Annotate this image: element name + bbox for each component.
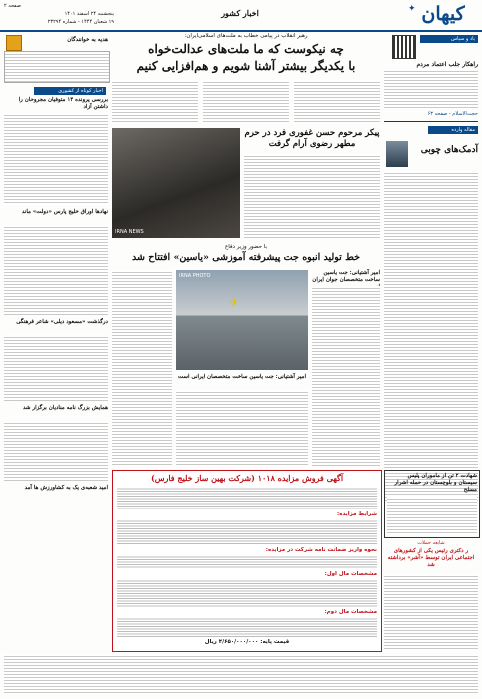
left-tag: اخبار کوتاه از کشوری (34, 87, 106, 95)
lead-body (112, 80, 380, 124)
story-4-body (176, 390, 308, 466)
ad-section-1: شرایط مزایده: (337, 511, 377, 517)
right-item-text (384, 69, 478, 109)
story-3-kicker: با حضور وزیر دفاع (224, 244, 268, 250)
jet-photo-credit: IRNA PHOTO (179, 273, 211, 279)
lead-headline-1: چه نیکوست که ما ملت‌های عدالت‌خواه (148, 42, 344, 56)
left-headline-2: نهادها اوراق خلیج پارس «دولت» ماند (21, 209, 108, 215)
bottom-right-text (384, 574, 478, 650)
gift-label: هدیه به خوانندگان (67, 37, 108, 43)
notice-text (387, 497, 477, 535)
article-title: آدمک‌های چوبی (420, 145, 478, 155)
story-3-headline: خط تولید انبوه جت پیشرفته آموزشی «یاسین» افتتاح شد (131, 252, 361, 263)
right-item-source: حجت‌الاسلام - صفحه ۶۳ (427, 111, 478, 117)
right-box-title: یاد و سپاس (420, 35, 478, 43)
funeral-photo (112, 128, 240, 238)
ad-section-3: مشخصات مال اول: (324, 571, 377, 577)
ad-text-3 (117, 579, 377, 607)
bottom-right-headline: ر دکتری رئیس یکی از کشورهای اجتماعی ایران توسط «آشر» برداشته شد (387, 548, 475, 568)
bottom-right-label: شایعه حملات (417, 540, 445, 546)
bottom-right-story (384, 540, 478, 650)
left-headline-5: امید شعبه‌ی یک به کشاورزش ها آمد (24, 485, 108, 491)
logo-star-icon: ✦ (408, 4, 416, 14)
left-headline-4: همایش بزرگ نامه منادیان برگزار شد (23, 405, 108, 411)
jet-icon: ✈ (228, 295, 240, 311)
story-3-side-headline: امیر آشتیانی: جت یاسین ساخت متخصصان جوان ایران (312, 270, 380, 283)
left-headline-1: بررسی پرونده ۱۴ متوفیان مجروحان را داشتن آزاد (18, 97, 108, 110)
left-text-3 (4, 335, 108, 401)
author-photo (386, 141, 408, 167)
ad-intro (117, 487, 377, 509)
divider (384, 121, 478, 122)
ad-box (112, 470, 382, 652)
gift-icon (6, 35, 22, 51)
left-text-2 (4, 225, 108, 315)
gift-text (4, 51, 110, 83)
ad-title: آگهی فروش مزایده ۱۰۱۸ (شرکت بهین ساز خلیج فارس) (150, 473, 344, 483)
story-2-headline: پیکر مرحوم حسن غفوری فرد در حرم مطهر رضوی آرام گرفت (244, 128, 380, 149)
masthead (0, 0, 482, 32)
ad-section-4: مشخصات مال دوم: (324, 609, 377, 615)
logo: کیهان (421, 3, 465, 25)
lead-kicker: رهبر انقلاب در پیامی خطاب به ملت‌های اسلامی‌ایران: (184, 33, 308, 39)
section-label: مقاله وارده (428, 126, 478, 134)
ad-price: قیمت پایه: ۴/۶۵۰/۰۰۰/۰۰۰ ریال (204, 639, 290, 645)
section-title: اخبار کشور (221, 8, 259, 18)
left-text-1 (4, 113, 108, 205)
issue-line: ۱۹ شعبان ۱۴۴۴ - شماره ۲۳۲۹۴ (47, 19, 114, 25)
story-3-side-text (112, 270, 172, 466)
ad-text-2 (117, 555, 377, 569)
notice-title: شهادت ۲ تن از ماموران پلیس سیستان و بلوچستان در حمله اشرار مسلح (394, 473, 477, 493)
ad-section-2: نحوه واریز ضمانت نامه شرکت در مزایده: (265, 547, 377, 553)
right-column (384, 33, 478, 503)
date-line: پنجشنبه ۲۴ اسفند ۱۴۰۱ (64, 11, 114, 17)
ad-text-1 (117, 519, 377, 545)
story-2-body (244, 154, 380, 238)
jet-photo (176, 270, 308, 370)
notice-box (384, 470, 480, 538)
bottom-text-band (4, 654, 478, 694)
page-number: صفحه ۲ (4, 3, 21, 9)
story-4-headline: امیر آشتیانی: جت یاسین ساخت متخصصان ایرانی است (177, 374, 307, 380)
left-column (4, 33, 108, 503)
ad-text-4 (117, 617, 377, 637)
right-item-title: راهکار جلب اعتماد مردم (416, 61, 478, 68)
left-headline-3: درگذشت «مسعود دیلی» شاعر فرهنگی (16, 319, 108, 325)
left-text-4 (4, 421, 108, 481)
photo-credit: IRNA NEWS (115, 229, 144, 235)
story-3-body (312, 286, 380, 466)
lead-headline-2: با یکدیگر بیشتر آشنا شویم و هم‌افزایی کنیم (136, 59, 356, 73)
qr-code-icon (392, 35, 416, 59)
article-body (384, 171, 478, 501)
